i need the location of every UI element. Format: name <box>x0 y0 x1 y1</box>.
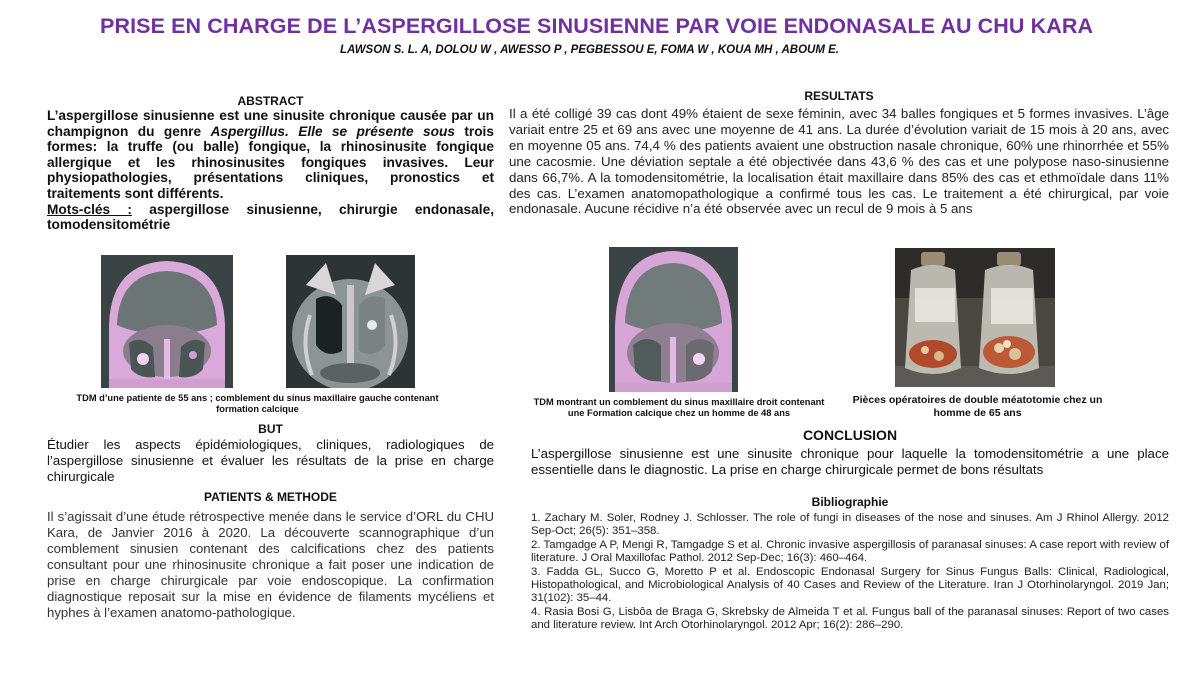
figure-2-caption: TDM montrant un comblement du sinus maxillaire droit contenant une Formation calcique chez un homme de 48 ans <box>533 397 825 418</box>
bibliographie-list <box>531 512 1169 633</box>
bibliographie-heading: Bibliographie <box>811 495 889 509</box>
resultats-heading: RESULTATS <box>804 89 874 103</box>
abstract-text-1: L’aspergillose sinusienne est une sinusite chronique causée par un champignon du genre <box>47 108 494 139</box>
ct-axial-image <box>286 255 415 388</box>
abstract-text-2: trois formes: la truffe (ou balle) fongique, la rhinosinusite fongique allergique et les rhinosinusites fongiques invasives. Leur physiopathologies, présentations cliniques, pronostics et traitements sont différents. <box>47 123 494 201</box>
but-text: Étudier les aspects épidémiologiques, cliniques, radiologiques de l’aspergillose sinusienne et évaluer les résultats de la prise en charge chirurgicale <box>47 437 494 484</box>
keywords-label: Mots-clés : <box>47 201 132 217</box>
surgical-specimen-photo <box>895 248 1055 387</box>
methode-heading: PATIENTS & METHODE <box>204 490 337 504</box>
poster-title: PRISE EN CHARGE DE L’ASPERGILLOSE SINUSIENNE PAR VOIE ENDONASALE AU CHU KARA <box>100 14 1094 38</box>
authors: LAWSON S. L. A, DOLOU W , AWESSO P , PEGBESSOU E, FOMA W , KOUA MH , ABOUM E. <box>340 44 839 56</box>
methode-text: Il s’agissait d’une étude rétrospective menée dans le service d’ORL du CHU Kara, de Janvier 2016 à 2020. La découverte scannographique d’un comblement sinusien contenant des calcifications chez des patients consultant pour une rhinosinusite chronique a fait poser une indication de prise en charge chirurgicale par voie endoscopique. La confirmation diagnostique reposait sur la mise en évidence de filaments mycéliens et hyphes à l’examen anatomo-pathologique. <box>47 509 494 620</box>
reference-item: 1. Zachary M. Soler, Rodney J. Schlosser. The role of fungi in diseases of the nose and sinuses. Am J Rhinol Allergy. 2012 Sep-Oct; 26(5): 351–358. <box>531 512 1169 538</box>
keywords: aspergillose sinusienne, chirurgie endonasale, tomodensitométrie <box>47 201 494 233</box>
conclusion-heading: CONCLUSION <box>802 427 898 443</box>
reference-item: 3. Fadda GL, Succo G, Moretto P et al. Endoscopic Endonasal Surgery for Sinus Fungus Balls: Clinical, Radiological, Histopathological, and Microbiological Analysis of 40 Cases and Review of the Literature. Iran J Otorhinolaryngol. 2019 Jan; 31(102): 35–44. <box>531 565 1169 605</box>
reference-item: 2. Tamgadge A P, Mengi R, Tamgadge S et al. Chronic invasive aspergillosis of paranasal sinuses: A case report with review of literature. J Oral Maxillofac Pathol. 2012 Sep-Dec; 16(3): 460–464. <box>531 538 1169 565</box>
ct-coronal-image-2 <box>609 247 738 392</box>
reference-item: 4. Rasia Bosi G, Lisbôa de Braga G, Skrebsky de Almeida T et al. Fungus ball of the paranasal sinuses: Report of two cases and literature review. Int Arch Otorhinolaryngol. 2012 Apr; 16(2): 286–290. <box>531 605 1169 632</box>
abstract-text <box>47 108 494 233</box>
ct-coronal-image-1 <box>101 255 233 388</box>
conclusion-text: L’aspergillose sinusienne est une sinusite chronique pour laquelle la tomodensitométrie a une place essentielle dans le diagnostic. La prise en charge chirurgicale permet de bons résultats <box>531 446 1169 477</box>
figure-3-caption: Pièces opératoires de double méatotomie chez un homme de 65 ans <box>852 394 1103 419</box>
but-heading: BUT <box>258 422 283 436</box>
resultats-text: Il a été colligé 39 cas dont 49% étaient de sexe féminin, avec 34 balles fongiques et 5 formes invasives. L’âge variait entre 25 et 69 ans avec une moyenne de 41 ans. La durée d’évolution variait de 15 mois à 20 ans, avec en moyenne 05 ans. 74,4 % des patients avaient une obstruction nasale chronique, 60% une rhinorrhée et 55% une cacosmie. Une déviation septale a été objectivée dans 43,6 % des cas et une polypose naso-sinusienne dans 66,7%. A la tomodensitométrie, la localisation était maxillaire dans 85% des cas et ethmoïdale dans 11% des cas. L’examen anatomopathologique a confirmé tous les cas. Le traitement a été chirurgical, par voie endonasale. Aucune récidive n’a été observée avec un recul de 9 mois à 5 ans <box>509 106 1169 217</box>
abstract-genus: Aspergillus. Elle se présente sous <box>210 123 455 139</box>
abstract-heading: ABSTRACT <box>237 94 304 108</box>
figure-1-caption: TDM d’une patiente de 55 ans ; comblement du sinus maxillaire gauche contenant formation calcique <box>76 393 439 414</box>
